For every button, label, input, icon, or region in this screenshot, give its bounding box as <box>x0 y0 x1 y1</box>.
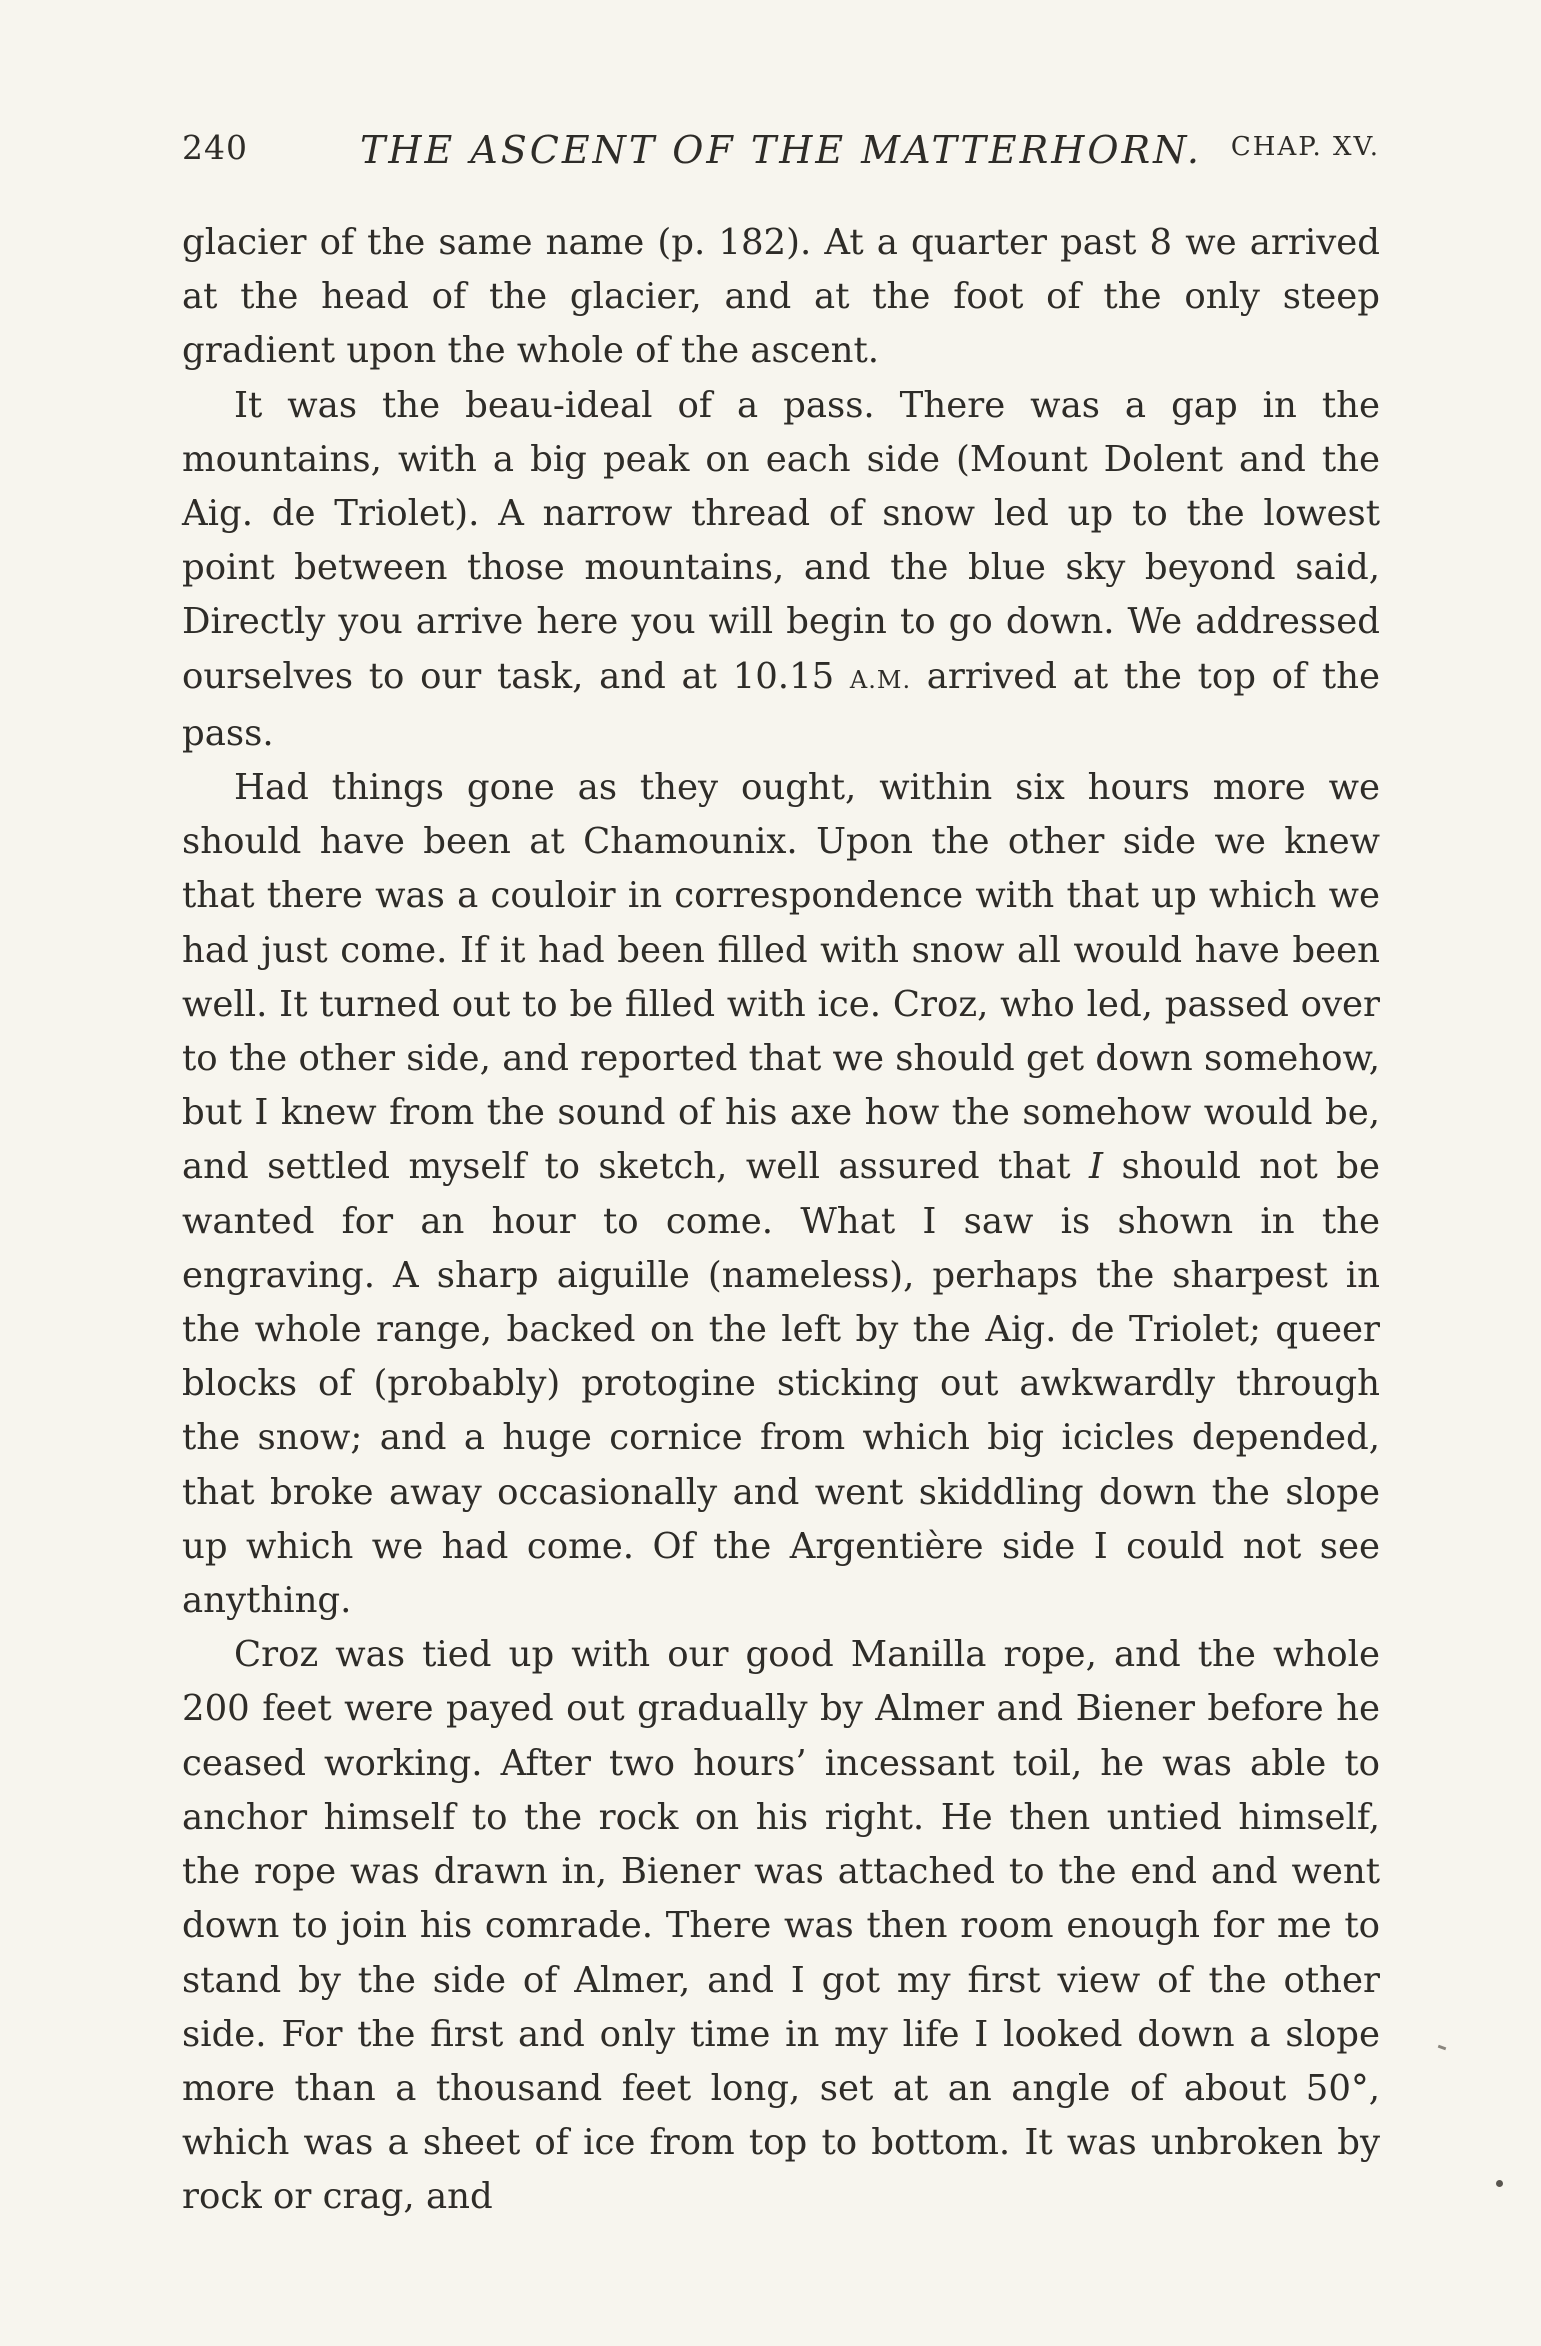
paragraph-3-text-end: should not be wanted for an hour to come. What I saw is shown in the engraving. A sharp aiguille (nameless), perhaps the sharpest in the whole range, backed on the left by the Aig. de Triolet; queer blocks of (probably) protogine sticking out awkwardly through the snow; and a huge cornice from which big icicles depended, that broke away occasionally and went skiddling down the slope up which we had come. Of the Argentière side I could not see anything. <box>182 1146 1380 1622</box>
italic-pronoun: I <box>1089 1146 1104 1188</box>
chapter-label: CHAP. XV. <box>1230 132 1380 162</box>
running-header <box>182 128 1380 180</box>
body-text <box>182 216 1380 2225</box>
paragraph-4-text: Croz was tied up with our good Manilla rope, and the whole 200 feet were payed out gradually by Almer and Biener before he ceased working. After two hours’ incessant toil, he was able to anchor himself to the rock on his right. He then untied himself, the rope was drawn in, Biener was attached to the end and went down to join his comrade. There was then room enough for me to stand by the side of Almer, and I got my first view of the other side. For the first and only time in my life I looked down a slope more than a thousand feet long, set at an angle of about 50°, which was a sheet of ice from top to bottom. It was unbroken by rock or crag, and <box>182 1634 1380 2218</box>
paragraph-2-text-end: arrived at the top of the pass. <box>182 655 1380 754</box>
paragraph-1-text: glacier of the same name (p. 182). At a quarter past 8 we arrived at the head of the glacier, and at the foot of the only steep gradient upon the whole of the ascent. <box>182 222 1380 372</box>
paragraph-3-text: Had things gone as they ought, within six hours more we should have been at Chamounix. Upon the other side we knew that there was a couloir in correspondence with that up which we had just come. If it had been filled with snow all would have been well. It turned out to be filled with ice. Croz, who led, passed over to the other side, and reported that we should get down somehow, but I knew from the sound of his axe how the somehow would be, and settled myself to sketch, well assured that <box>182 767 1380 1188</box>
page-number: 240 <box>182 128 248 167</box>
paragraph-1 <box>182 216 1380 379</box>
margin-mark <box>1438 2045 1447 2051</box>
running-title: THE ASCENT OF THE MATTERHORN. <box>360 128 1202 172</box>
time-abbreviation: A.M. <box>849 665 912 694</box>
paragraph-2-text: It was the beau-ideal of a pass. There was a gap in the mountains, with a big peak on each side (Mount Dolent and the Aig. de Triolet). A narrow thread of snow led up to the lowest point between those mountains, and the blue sky beyond said, Directly you arrive here you will begin to go down. We addressed ourselves to our task, and at 10.15 <box>182 384 1380 697</box>
paragraph-2 <box>182 379 1380 761</box>
margin-dot <box>1496 2180 1503 2187</box>
paragraph-4 <box>182 1628 1380 2224</box>
paragraph-3 <box>182 761 1380 1628</box>
